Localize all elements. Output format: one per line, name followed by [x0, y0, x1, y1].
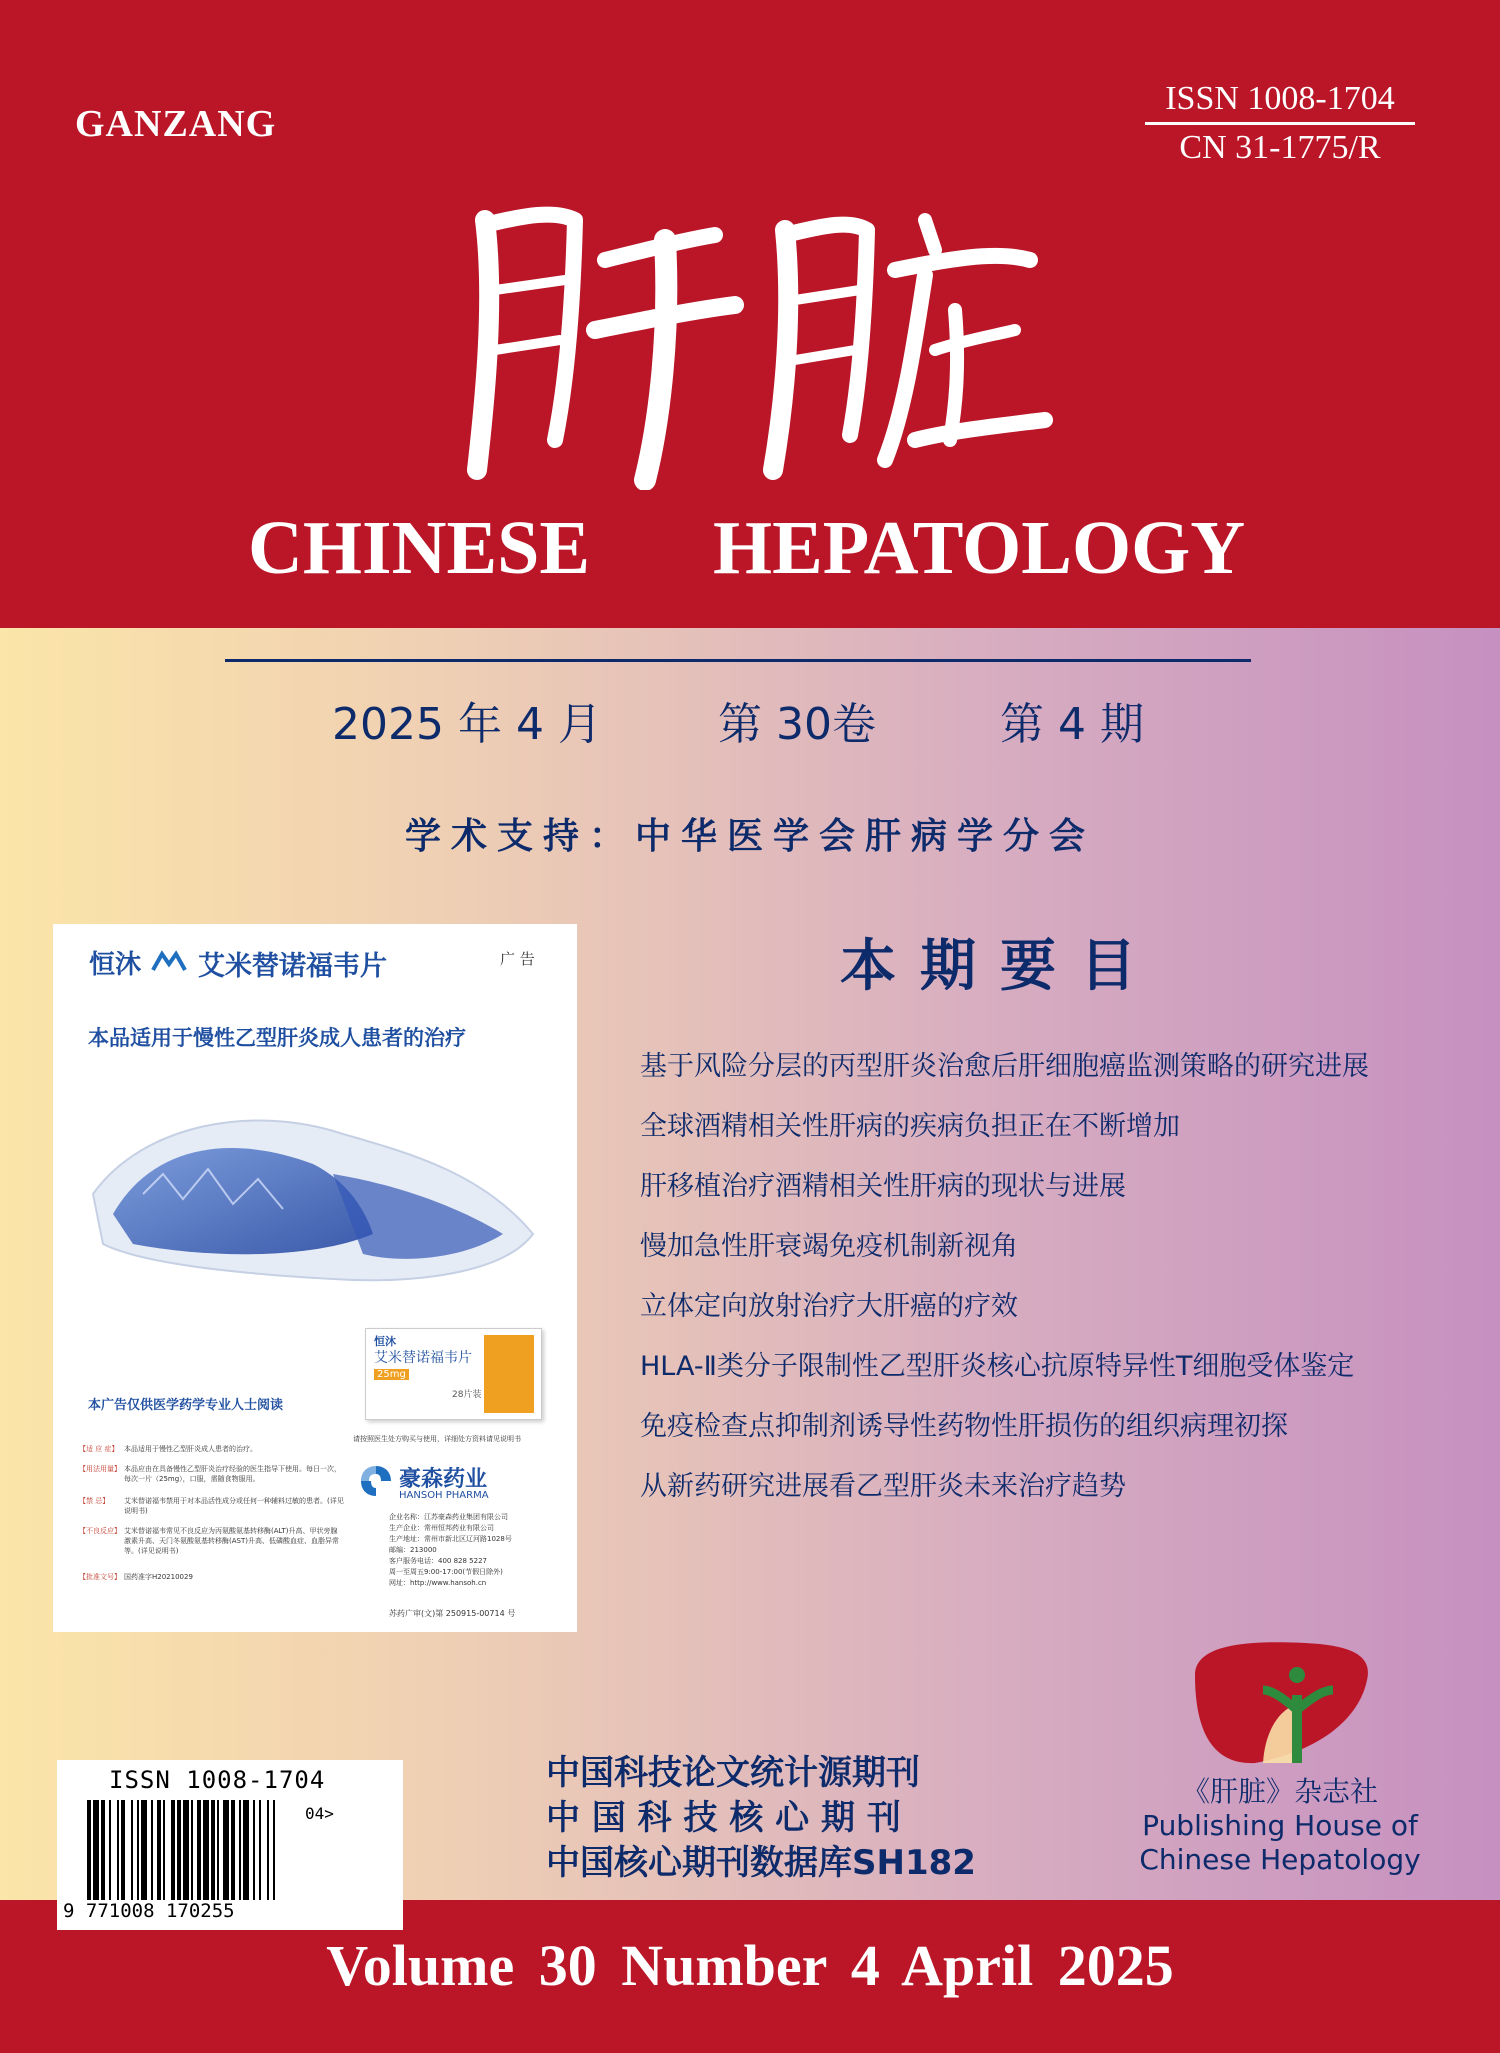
- indexing-line: 中国科技论文统计源期刊: [546, 1753, 920, 1793]
- package-orange-panel: [484, 1335, 534, 1413]
- toc-heading: 本期要目: [840, 934, 1160, 999]
- package-count: 28片装: [452, 1390, 482, 1400]
- ad-info-label: 【不良反应】: [79, 1527, 121, 1535]
- ad-approval: 苏药广审(文)第 250915-00714 号: [389, 1609, 516, 1618]
- publisher-en-line1: Publishing House of: [1142, 1809, 1418, 1842]
- calligraphy-title-logo: [455, 180, 1055, 490]
- ad-tag: 广 告: [500, 950, 535, 968]
- ad-purchase-note: 请按照医生处方购买与使用，详细处方资料请见说明书: [353, 1435, 521, 1443]
- toc-item: 慢加急性肝衰竭免疫机制新视角: [640, 1231, 1018, 1262]
- ad-notice: 本广告仅供医学药学专业人士阅读: [88, 1398, 284, 1413]
- ad-info-label: 【批准文号】: [79, 1573, 121, 1581]
- company-detail-line: 邮编：213000: [389, 1546, 437, 1554]
- title-word-hepatology: HEPATOLOGY: [713, 506, 1246, 590]
- journal-pinyin: GANZANG: [75, 103, 277, 145]
- ad-headline: 本品适用于慢性乙型肝炎成人患者的治疗: [88, 1026, 466, 1050]
- company-detail-line: 生产地址：常州市新北区辽河路1028号: [389, 1535, 512, 1543]
- company-detail-line: 企业名称：江苏豪森药业集团有限公司: [389, 1513, 508, 1521]
- hansoh-logo-icon: [359, 1464, 393, 1498]
- indexing-line: 中国核心期刊数据库SH182: [546, 1843, 976, 1883]
- issn-number: ISSN 1008-1704: [1145, 80, 1415, 125]
- advertisement: [53, 924, 577, 1632]
- cn-number: CN 31-1775/R: [1179, 129, 1381, 166]
- publisher-liver-logo: [1185, 1635, 1375, 1765]
- issue-volume: 第 30卷: [718, 699, 876, 750]
- toc-item: 肝移植治疗酒精相关性肝病的现状与进展: [640, 1171, 1126, 1202]
- publisher-cn: 《肝脏》杂志社: [1181, 1775, 1378, 1808]
- barcode-box: [57, 1760, 403, 1930]
- publisher-en-line2: Chinese Hepatology: [1139, 1843, 1421, 1876]
- package-brand: 恒沐: [374, 1335, 396, 1348]
- company-details: [389, 1512, 512, 1589]
- barcode-addon: 04>: [305, 1804, 334, 1823]
- divider-rule: [225, 659, 1251, 662]
- barcode-digits: 9 771008 170255: [63, 1900, 235, 1922]
- toc-item: HLA-Ⅱ类分子限制性乙型肝炎核心抗原特异性T细胞受体鉴定: [640, 1351, 1355, 1382]
- issn-block: [1145, 80, 1415, 167]
- issue-number: 第 4 期: [1000, 699, 1144, 750]
- ad-info-label: 【用法用量】: [79, 1465, 121, 1473]
- toc-item: 基于风险分层的丙型肝炎治愈后肝细胞癌监测策略的研究进展: [640, 1051, 1369, 1082]
- barcode-issn: ISSN 1008-1704: [109, 1766, 326, 1794]
- ad-info-text: 国药准字H20210029: [124, 1573, 193, 1581]
- publisher-name: [1120, 1775, 1440, 1877]
- company-detail-line: 生产企业：常州恒邦药业有限公司: [389, 1524, 494, 1532]
- product-package: [365, 1328, 542, 1420]
- company-name-cn: 豪森药业: [399, 1467, 488, 1492]
- company-name-en: HANSOH PHARMA: [399, 1490, 489, 1501]
- company-detail-line: 客户服务电话：400 828 5227: [389, 1557, 487, 1565]
- issue-date: 2025 年 4 月: [332, 699, 602, 750]
- ad-info-text: 本品适用于慢性乙型肝炎成人患者的治疗。: [124, 1445, 257, 1453]
- toc-item: 免疫检查点抑制剂诱导性药物性肝损伤的组织病理初探: [640, 1411, 1288, 1442]
- toc-item: 从新药研究进展看乙型肝炎未来治疗趋势: [640, 1471, 1126, 1502]
- package-dose: 25mg: [374, 1369, 409, 1380]
- academic-support: 学术支持：中华医学会肝病学分会: [404, 815, 1095, 857]
- brand-mark-icon: [151, 950, 187, 972]
- ad-info-label: 【适 应 症】: [79, 1445, 119, 1453]
- ad-product: 艾米替诺福韦片: [198, 951, 387, 982]
- title-word-chinese: CHINESE: [248, 506, 591, 590]
- company-detail-line: 网址：http://www.hansoh.cn: [389, 1579, 487, 1587]
- indexing-line: 中 国 科 技 核 心 期 刊: [546, 1798, 901, 1838]
- indexing-list: [546, 1745, 976, 1883]
- company-detail-line: 周一至周五9:00-17:00(节假日除外): [389, 1568, 503, 1576]
- toc-item: 立体定向放射治疗大肝癌的疗效: [640, 1291, 1018, 1322]
- toc-item: 全球酒精相关性肝病的疾病负担正在不断增加: [640, 1111, 1180, 1142]
- liver-illustration-icon: [83, 1084, 553, 1314]
- package-name: 艾米替诺福韦片: [374, 1350, 472, 1366]
- ad-brand: 恒沐: [89, 950, 142, 980]
- ad-info-text: 本品应由在具备慢性乙型肝炎治疗经验的医生指导下使用。每日一次，每次一片（25mg），口服，需随食物服用。: [124, 1465, 341, 1483]
- ad-info-label: 【禁 忌】: [79, 1497, 110, 1505]
- ad-info-text: 艾米替诺福韦常见不良反应为丙氨酸氨基转移酶(ALT)升高、甲状旁腺激素升高、天门冬氨酸氨基转移酶(AST)升高、低磷酸血症、血脂异常等。(详见说明书): [124, 1527, 339, 1555]
- ad-info-text: 艾米替诺福韦禁用于对本品活性成分或任何一种辅料过敏的患者。(详见说明书): [124, 1497, 344, 1515]
- volume-footer: Volume 30 Number 4 April 2025: [326, 1933, 1174, 1998]
